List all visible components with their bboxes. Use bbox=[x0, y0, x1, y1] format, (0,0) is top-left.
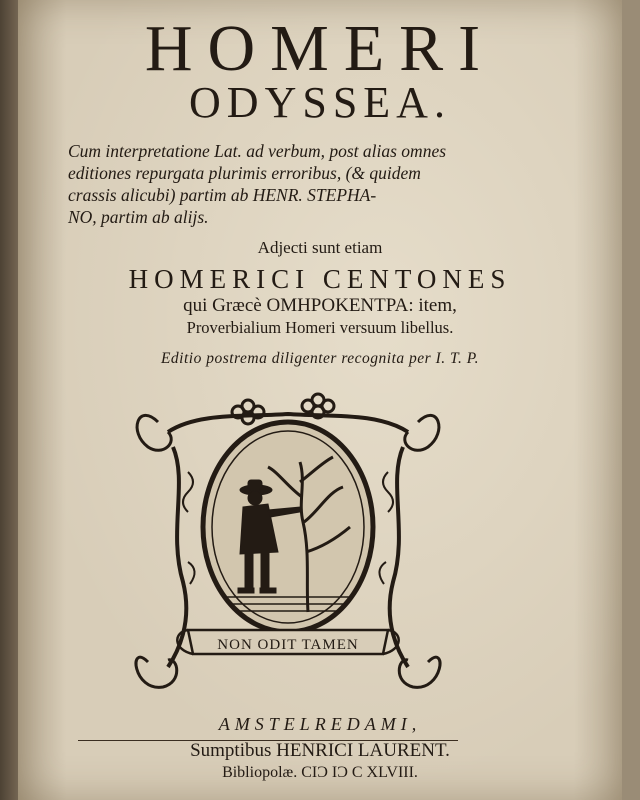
book-title: HOMERI bbox=[144, 12, 496, 85]
adjecti-line: Adjecti sunt etiam bbox=[257, 238, 383, 257]
book-subtitle: ODYSSEA. bbox=[189, 78, 451, 127]
description-line-2: editiones repurgata plurimis erroribus, (& quidem bbox=[68, 163, 421, 183]
description-line-1: Cum interpretatione Lat. ad verbum, post alias omnes bbox=[68, 141, 447, 161]
imprint-city: AMSTELREDAMI, bbox=[218, 714, 422, 734]
description bbox=[68, 140, 538, 228]
graece-line: qui Græcè ΟΜΗΡΟΚΕΝΤΡΑ: item, bbox=[183, 295, 457, 316]
description-line-3: crassis alicubi) partim ab HENR. STEPHA- bbox=[68, 185, 377, 205]
imprint-publisher: Sumptibus HENRICI LAURENT. bbox=[190, 740, 450, 761]
device-motto: NON ODIT TAMEN bbox=[217, 637, 359, 653]
editio-line: Editio postrema diligenter recognita per I. T. P. bbox=[160, 350, 480, 367]
title-page bbox=[18, 0, 622, 800]
proverbia-line: Proverbialium Homeri versuum libellus. bbox=[186, 318, 454, 337]
printers-device-woodcut bbox=[128, 392, 448, 702]
centones-heading: HOMERICI CENTONES bbox=[128, 264, 512, 294]
description-line-4: NO, partim ab alijs. bbox=[68, 207, 209, 227]
imprint-date: Bibliopolæ. CIϽ IϽ C XLVIII. bbox=[222, 764, 418, 781]
